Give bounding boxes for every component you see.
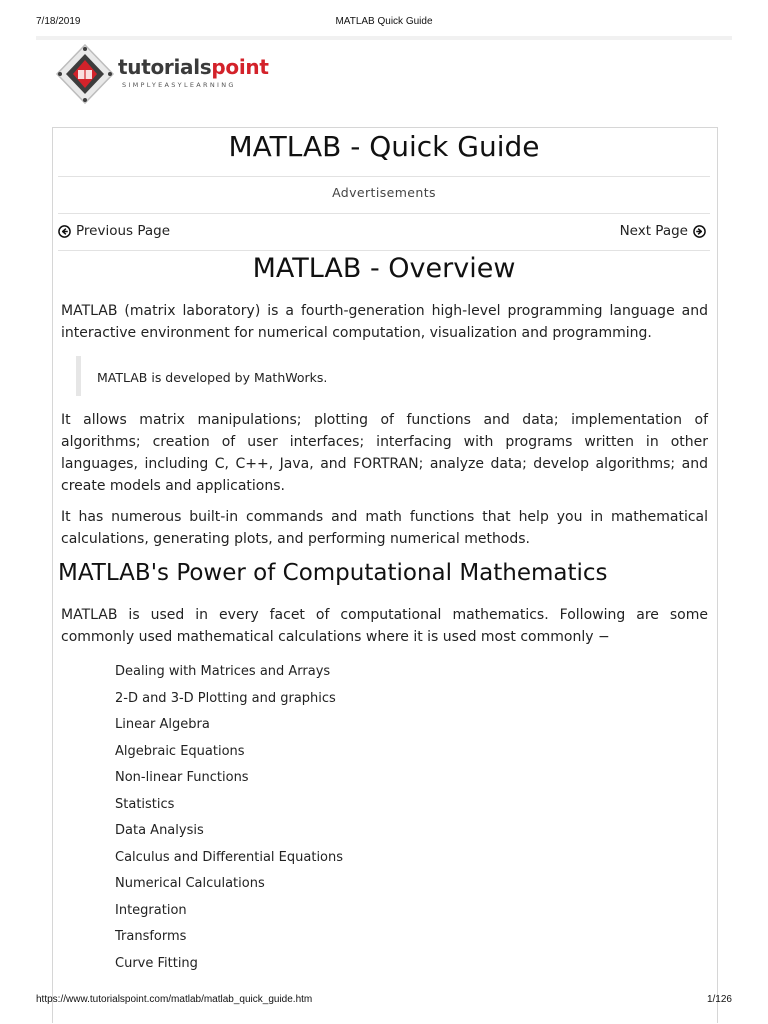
- logo-brand-accent: point: [211, 55, 269, 79]
- list-item: Calculus and Differential Equations: [115, 849, 344, 865]
- print-doc-title: MATLAB Quick Guide: [335, 16, 433, 27]
- list-item: Integration: [115, 902, 187, 918]
- next-page-label: Next Page: [619, 223, 688, 239]
- list-item: Curve Fitting: [115, 955, 198, 971]
- computation-list: [115, 660, 343, 978]
- tutorialspoint-logo[interactable]: [52, 40, 292, 116]
- overview-heading: MATLAB - Overview: [252, 253, 516, 284]
- power-intro: MATLAB is used in every facet of computational mathematics. Following are some commonly used mathematical calculations where it is used most commonly −: [61, 607, 708, 645]
- print-date: 7/18/2019: [36, 16, 81, 27]
- previous-page-label: Previous Page: [76, 223, 171, 239]
- list-item: 2-D and 3-D Plotting and graphics: [115, 690, 336, 706]
- list-item: Transforms: [115, 929, 187, 944]
- logo-wordmark: [118, 55, 269, 79]
- previous-page-link[interactable]: [58, 223, 170, 239]
- power-heading: MATLAB's Power of Computational Mathematics: [58, 560, 608, 586]
- list-item: Linear Algebra: [115, 717, 210, 732]
- page-title: MATLAB - Quick Guide: [228, 130, 540, 163]
- note-text: MATLAB is developed by MathWorks.: [97, 370, 328, 385]
- divider: [58, 250, 710, 251]
- list-item: Numerical Calculations: [115, 876, 265, 891]
- list-item: Dealing with Matrices and Arrays: [115, 664, 331, 679]
- print-header: [36, 16, 732, 30]
- next-page-link[interactable]: [620, 223, 706, 239]
- list-item: Statistics: [115, 796, 175, 812]
- list-item: Algebraic Equations: [115, 743, 245, 759]
- divider: [58, 176, 710, 177]
- list-item: Non-linear Functions: [115, 770, 249, 785]
- overview-paragraph-3: It has numerous built-in commands and math functions that help you in mathematical calculations, generating plots, and performing numerical methods.: [61, 509, 708, 547]
- logo-emblem-icon: [52, 40, 118, 116]
- logo-tagline: SIMPLYEASYLEARNING: [122, 81, 236, 89]
- divider: [58, 213, 710, 214]
- arrow-right-circle-icon: [693, 225, 706, 238]
- advertisements-label: Advertisements: [332, 185, 436, 200]
- print-footer: [36, 994, 732, 1008]
- overview-paragraph-2: It allows matrix manipulations; plotting of functions and data; implementation of algorithms; creation of user interfaces; interfacing with programs written in other languages, including C, C++, Java, and FORTRAN; analyze data; develop algorithms; and create models and applications.: [61, 412, 708, 494]
- arrow-left-circle-icon: [58, 225, 71, 238]
- list-item: Data Analysis: [115, 823, 204, 838]
- note-callout: [76, 356, 711, 396]
- print-url: https://www.tutorialspoint.com/matlab/matlab_quick_guide.htm: [36, 994, 313, 1005]
- overview-intro: MATLAB (matrix laboratory) is a fourth-generation high-level programming language and interactive environment for numerical computation, visualization and programming.: [61, 303, 708, 341]
- logo-brand-main: tutorials: [118, 55, 212, 79]
- print-page-count: 1/126: [706, 994, 732, 1005]
